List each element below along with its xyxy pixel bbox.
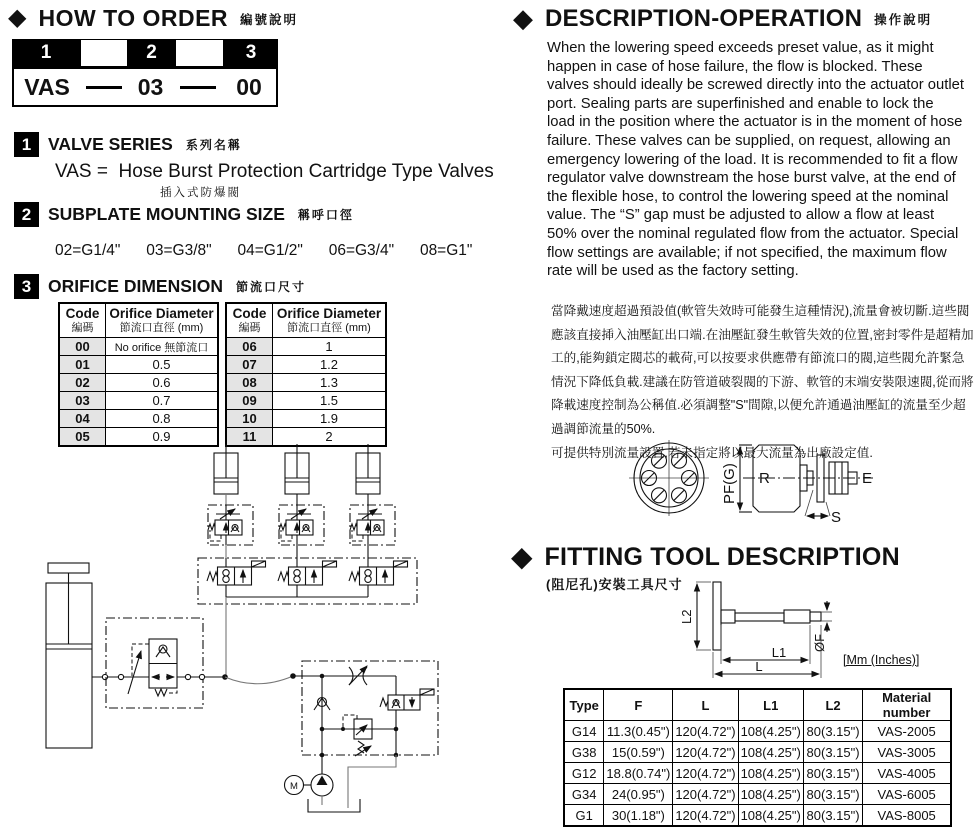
table-row: 06 1 [226, 338, 386, 356]
subplate-sizes: 02=G1/4" 03=G3/8" 04=G1/2" 06=G3/4" 08=G1" [55, 242, 473, 259]
e-dimension-label: E [862, 470, 873, 487]
table-row: 11 2 [226, 428, 386, 447]
order-position-2: 2 [146, 42, 157, 63]
pf-dimension-label: PF(G) [721, 463, 738, 504]
description-body-en: When the lowering speed exceeds preset value, as it might happen in case of hose failure, the flow is blocked. These valves should ideally be screwed directly into the actuator outlet port. Sealing parts are superfinished and enable to lock the load in the position where the actuator is in the moment of hose failure. These valves can be supplied, on request, allowing an emergency lowering of the load. It is recommended to fit a flow regulator valve downstream the hose burst valve, at the end of the flexible hose, to control the lowering speed at the nominal value. The “S” gap must be adjusted to allow a flow at least 50% over the nominal regulated flow from the actuator. Special flow settings are available; if not specified, the maximum flow rate will be used as the factory setting. [547, 40, 965, 280]
order-position-1: 1 [40, 42, 52, 63]
order-code-position-row [12, 39, 278, 67]
order-code-box [12, 39, 278, 107]
description-header [513, 5, 932, 33]
orifice-table-left [58, 302, 219, 447]
col-l2: L2 [803, 689, 862, 721]
s-gap-label: S [831, 509, 842, 526]
table-row: 07 1.2 [226, 356, 386, 374]
units-note: [Mm (Inches)] [843, 653, 920, 667]
fitting-tool-header [511, 540, 900, 572]
diamond-icon: ◆ [8, 3, 27, 31]
table-row: 08 1.3 [226, 374, 386, 392]
section-number-badge: 1 [14, 132, 39, 157]
table-row: 05 0.9 [59, 428, 218, 447]
order-value-orifice: 00 [236, 73, 262, 100]
orifice-col-diameter: Orifice Diameter 節流口直徑 (mm) [273, 303, 387, 338]
table-row: 01 0.5 [59, 356, 218, 374]
table-row: G12 18.8(0.74") 120(4.72") 108(4.25") 80(3.15") VAS-4005 [564, 763, 951, 784]
table-row: 04 0.8 [59, 410, 218, 428]
l2-dimension-label: L2 [679, 609, 694, 624]
table-row: G34 24(0.95") 120(4.72") 108(4.25") 80(3.15") VAS-6005 [564, 784, 951, 805]
valve-series-header [14, 132, 242, 157]
col-f: F [604, 689, 673, 721]
orifice-col-code: Code 編碼 [59, 303, 106, 338]
subplate-header [14, 202, 354, 227]
l1-dimension-label: L1 [771, 645, 787, 660]
table-row: 03 0.7 [59, 392, 218, 410]
subplate-title: SUBPLATE MOUNTING SIZE [48, 204, 285, 224]
description-title: DESCRIPTION-OPERATION [545, 5, 863, 32]
table-row: 00 No orifice 無節流口 [59, 338, 218, 356]
subplate-title-zh: 稱呼口徑 [297, 208, 354, 222]
section-number-badge: 3 [14, 274, 39, 299]
table-row: 09 1.5 [226, 392, 386, 410]
orifice-title: ORIFICE DIMENSION [48, 276, 224, 296]
col-type: Type [564, 689, 604, 721]
how-to-order-title: HOW TO ORDER [38, 5, 229, 31]
orifice-table-right [225, 302, 387, 447]
diamond-icon: ◆ [511, 540, 533, 572]
col-l: L [673, 689, 738, 721]
fitting-tool-subtitle-zh: (阻尼孔)安裝工具尺寸 [546, 577, 683, 592]
order-blank-cell [80, 39, 128, 67]
table-header-row [564, 689, 951, 721]
order-position-3: 3 [245, 42, 257, 63]
order-value-series: VAS [24, 73, 70, 100]
order-dash [80, 86, 128, 89]
description-title-zh: 操作說明 [874, 13, 933, 27]
order-blank-cell [175, 39, 224, 67]
valve-series-definition-zh: 插入式防爆閥 [160, 187, 241, 199]
valve-outline-drawing [585, 438, 885, 538]
motor-label: M [290, 781, 298, 792]
r-port-label: R [759, 470, 770, 487]
how-to-order-header [8, 5, 298, 32]
description-zh-paragraph: 當降戴速度超過預設值(軟管失效時可能發生這種情況),流量會被切斷.這些閥應該直接揷入油壓缸出口端.在油壓缸發生軟管失效的位置,密封零件是超精加工的,能夠鎖定閥芯的載荷,可以按要求供應帶有節流口的閥,這些閥允許緊急情況下降低負載.建議在防管道破裂閥的下游、軟管的末端安裝限速閥,從而將降載速度控制為公稱值.必須調整"S"間隙,以便允許通過油壓缸的流量至少超過調節流量的50%. [551, 304, 974, 436]
orifice-title-zh: 節流口尺寸 [236, 280, 307, 294]
col-material: Material number [863, 689, 951, 721]
of-dimension-label: ØF [812, 633, 827, 652]
fitting-tool-table [563, 688, 952, 827]
how-to-order-title-zh: 編號說明 [240, 12, 299, 27]
order-code-value-row [12, 67, 278, 107]
orifice-header [14, 274, 306, 299]
order-dash [173, 86, 222, 89]
fitting-tool-title: FITTING TOOL DESCRIPTION [544, 543, 900, 571]
section-number-badge: 2 [14, 202, 39, 227]
valve-series-definition: VAS = Hose Burst Protection Cartridge Type Valves [55, 161, 494, 182]
diamond-icon: ◆ [513, 3, 533, 33]
valve-series-title-zh: 系列名稱 [185, 138, 242, 152]
orifice-col-code: Code 編碼 [226, 303, 273, 338]
valve-series-title: VALVE SERIES [48, 134, 173, 154]
table-row: G14 11.3(0.45") 120(4.72") 108(4.25") 80(3.15") VAS-2005 [564, 721, 951, 742]
order-value-size: 03 [137, 73, 164, 100]
orifice-col-diameter: Orifice Diameter 節流口直徑 (mm) [106, 303, 219, 338]
hydraulic-circuit-diagram [0, 438, 490, 816]
col-l1: L1 [738, 689, 803, 721]
table-row: 10 1.9 [226, 410, 386, 428]
table-row: G38 15(0.59") 120(4.72") 108(4.25") 80(3.15") VAS-3005 [564, 742, 951, 763]
description-zh-paragraph-2: 可提供特別流量設置,若未指定將以最大流量為出廠設定值. [551, 445, 873, 460]
table-row: 02 0.6 [59, 374, 218, 392]
l-dimension-label: L [755, 659, 763, 674]
table-row: G1 30(1.18") 120(4.72") 108(4.25") 80(3.15") VAS-8005 [564, 805, 951, 827]
